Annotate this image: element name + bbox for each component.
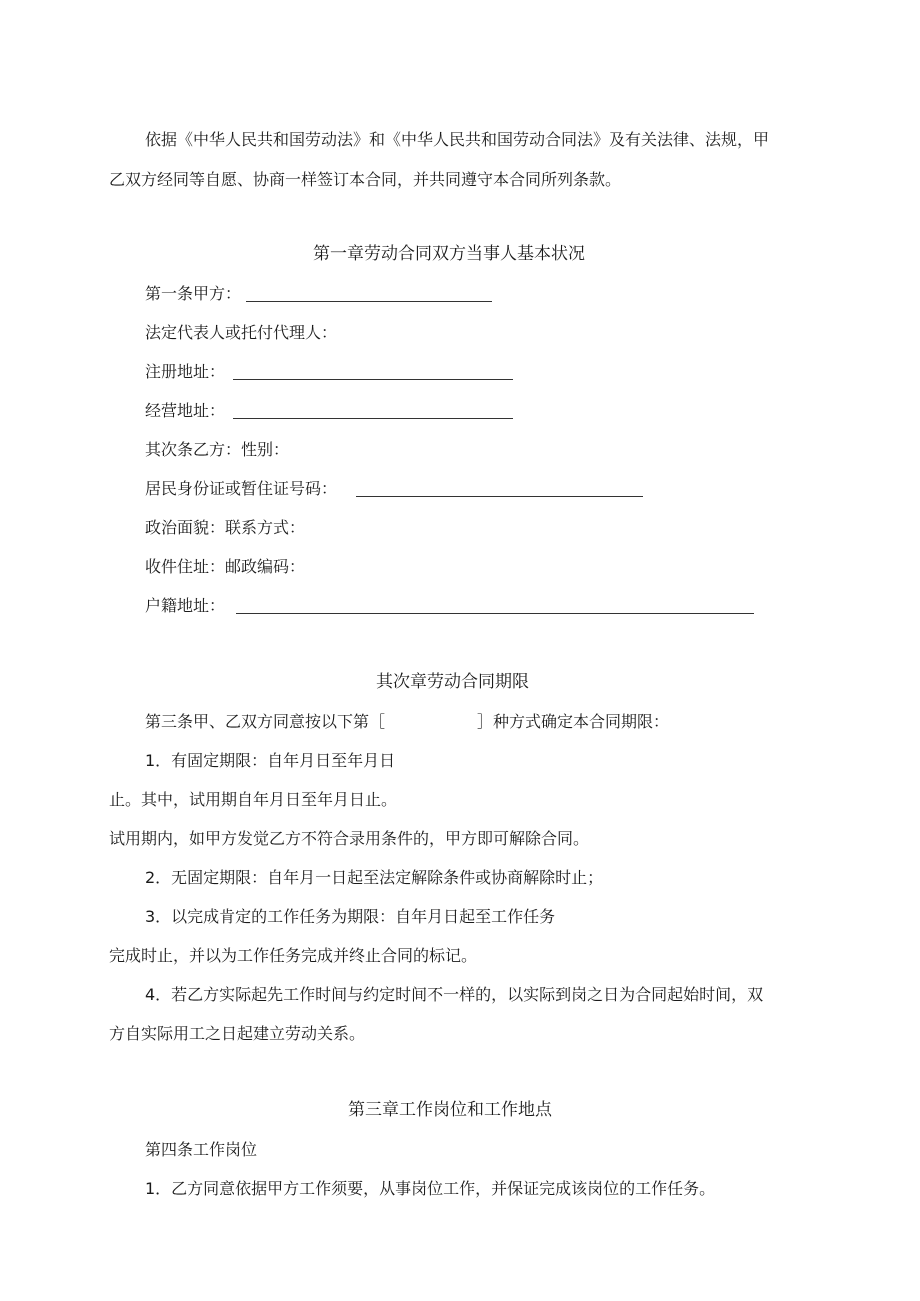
term-item-3: 3．以完成肯定的工作任务为期限：自年月日起至工作任务 (145, 907, 556, 926)
term-item-4-line-2: 方自实际用工之日起建立劳动关系。 (109, 1024, 366, 1043)
chapter2-title: 其次章劳动合同期限 (376, 672, 529, 692)
id-number-blank (356, 496, 643, 497)
party-a-blank (246, 301, 492, 302)
article3-suffix: ］种方式确定本合同期限： (477, 712, 670, 731)
term-item-1: 1．有固定期限：自年月日至年月日 (145, 751, 396, 770)
political-contact-label: 政治面貌：联系方式： (145, 518, 306, 537)
business-address-blank (233, 418, 513, 419)
representative-label: 法定代表人或托付代理人： (145, 323, 338, 342)
registered-address-label: 注册地址： (145, 362, 226, 381)
mail-address-label: 收件住址：邮政编码： (145, 557, 306, 576)
term-item-1-cont: 止。其中，试用期自年月日至年月日止。 (109, 790, 398, 809)
id-number-label: 居民身份证或暂住证号码： (145, 479, 338, 498)
business-address-label: 经营地址： (145, 401, 226, 420)
article3-prefix: 第三条甲、乙双方同意按以下第［ (145, 712, 386, 731)
article3-line (145, 714, 669, 730)
party-a-label: 第一条甲方： (145, 284, 242, 303)
probation-note: 试用期内，如甲方发觉乙方不符合录用条件的，甲方即可解除合同。 (109, 829, 590, 848)
term-item-2: 2．无固定期限：自年月一日起至法定解除条件或协商解除时止； (145, 868, 604, 887)
intro-line-1: 依据《中华人民共和国劳动法》和《中华人民共和国劳动合同法》及有关法律、法规，甲 (145, 130, 770, 149)
household-address-label: 户籍地址： (145, 596, 226, 615)
term-item-4-line-1: 4．若乙方实际起先工作时间与约定时间不一样的，以实际到岗之日为合同起始时间，双 (145, 985, 764, 1004)
registered-address-blank (233, 379, 513, 380)
post-item-1: 1．乙方同意依据甲方工作须要，从事岗位工作，并保证完成该岗位的工作任务。 (145, 1179, 716, 1198)
household-address-blank (236, 613, 754, 614)
party-b-label: 其次条乙方：性别： (145, 440, 290, 459)
chapter1-title: 第一章劳动合同双方当事人基本状况 (313, 244, 585, 264)
article4-heading: 第四条工作岗位 (145, 1140, 258, 1159)
chapter3-title: 第三章工作岗位和工作地点 (348, 1100, 552, 1120)
intro-line-2: 乙双方经同等自愿、协商一样签订本合同，并共同遵守本合同所列条款。 (109, 170, 622, 189)
term-item-3-cont: 完成时止，并以为工作任务完成并终止合同的标记。 (109, 946, 478, 965)
